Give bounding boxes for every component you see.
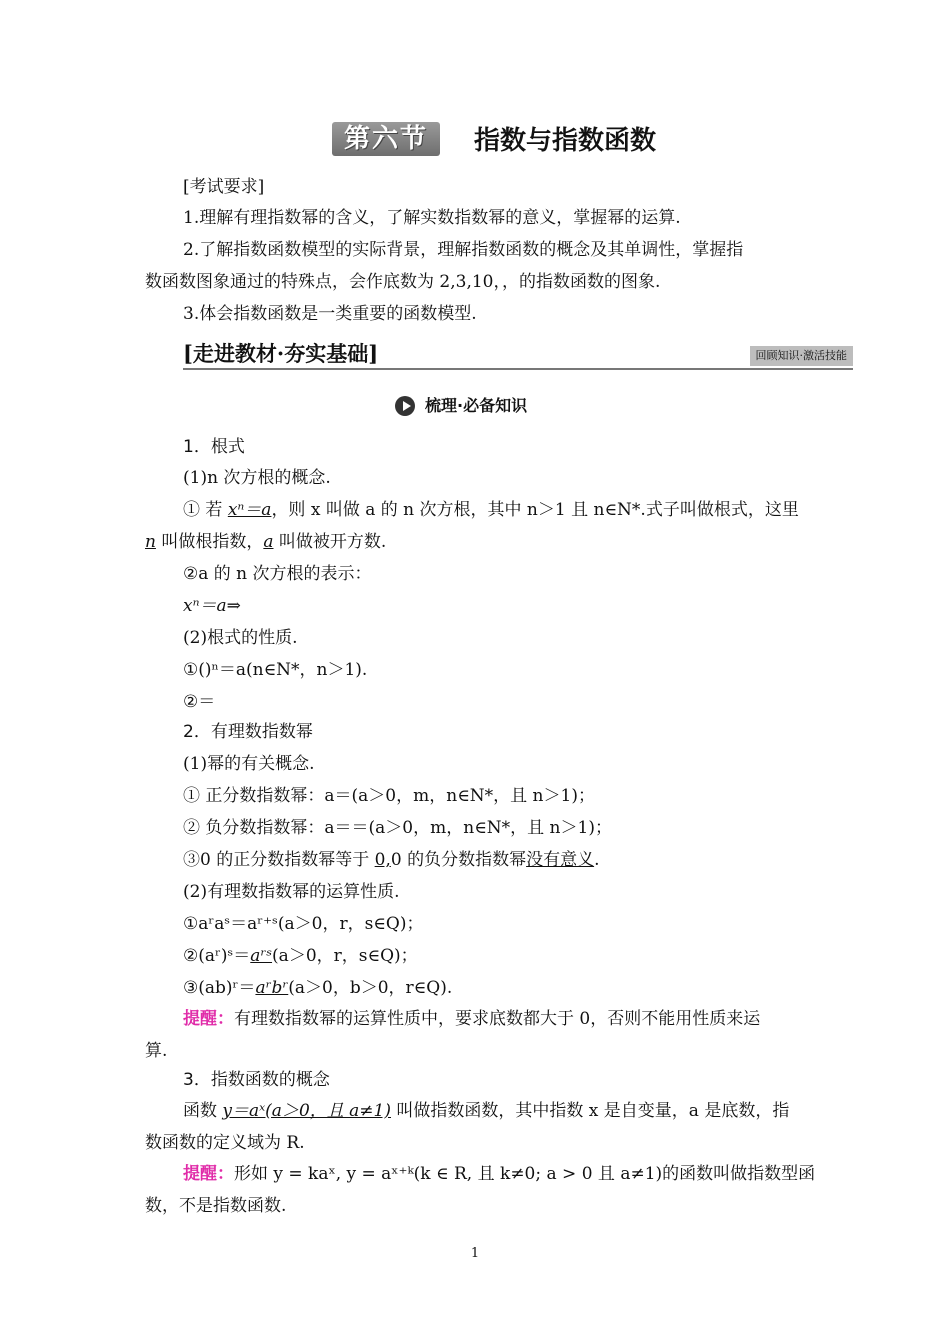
paragraph-continued: 数函数的定义域为 R. [145,1133,305,1153]
text: 有理数指数幂的运算性质中，要求底数都大于 0，否则不能用性质来运 [234,1009,761,1029]
play-icon [395,396,415,416]
text: 叫做根指数， [155,532,264,552]
formula [183,976,848,1000]
answer-blank: aʳbʳ [255,978,289,998]
requirement-item: 2.了解指数函数模型的实际背景，理解指数函数的概念及其单调性，掌握指 [183,240,744,260]
reminder-label: 提醒： [183,1164,234,1184]
formula: ② 负分数指数幂：a＝＝(a＞0，m，n∈N*，且 n＞1)； [183,818,612,838]
answer-blank: 0, [374,850,391,870]
reminder-note-continued: 数，不是指数函数. [145,1196,287,1216]
chapter-header [0,122,950,162]
text: 叫做被开方数. [273,532,387,552]
heading-rational-exponents: 2．有理数指数幂 [183,722,313,742]
formula: ②＝ [183,692,216,712]
section-divider [183,368,853,370]
subsection-title: 梳理·必备知识 [425,396,528,415]
text: ③0 的正分数指数幂等于 [183,850,375,870]
requirement-item: 1.理解有理指数幂的含义，了解实数指数幂的意义，掌握幂的运算. [183,208,681,228]
reminder-label: 提醒： [183,1009,234,1029]
section-title: [走进教材·夯实基础] [183,341,379,366]
heading-radicals: 1．根式 [183,437,245,457]
requirement-item: 3.体会指数函数是一类重要的函数模型. [183,304,477,324]
text: ③(ab)ʳ＝ [183,978,256,998]
formula: ①()ⁿ＝a(n∈N*，n＞1). [183,660,368,680]
paragraph: ②a 的 n 次方根的表示： [183,564,372,584]
text: 形如 y = kaˣ, y = aˣ⁺ᵏ(k ∈ R, 且 k≠0; a > 0 且 a≠1)的函数叫做指数型函 [234,1164,816,1184]
answer-blank: aʳˢ [250,946,273,966]
text: 叫做指数函数，其中指数 x 是自变量，a 是底数，指 [391,1101,790,1121]
formula: ① 正分数指数幂：a＝(a＞0，m，n∈N*，且 n＞1)； [183,786,595,806]
reminder-note [183,1162,848,1186]
formula: ①aʳaˢ＝aʳ⁺ˢ(a＞0，r，s∈Q)； [183,914,424,934]
paragraph: (1)幂的有关概念. [183,754,315,774]
paragraph [183,498,848,522]
text: (a＞0，r，s∈Q)； [272,946,418,966]
answer-blank: y＝aˣ(a＞0，且 a≠1) [222,1101,391,1121]
paragraph: (2)有理数指数幂的运算性质. [183,882,400,902]
text: ① 若 [183,500,228,520]
paragraph: (2)根式的性质. [183,628,298,648]
paragraph [183,848,848,872]
section-tag: 回顾知识·激活技能 [750,346,854,366]
requirement-item-continued: 数函数图象通过的特殊点，会作底数为 2,3,10，，的指数函数的图象. [145,272,661,292]
text: 函数 [183,1101,223,1121]
formula [183,944,848,968]
text: ②(aʳ)ˢ＝ [183,946,251,966]
heading-exponential-function: 3．指数函数的概念 [183,1070,330,1090]
paragraph: (1)n 次方根的概念. [183,468,331,488]
section-number-badge: 第六节 [332,122,440,156]
requirements-heading: [考试要求] [183,177,265,197]
reminder-note-continued: 算. [145,1041,168,1061]
answer-blank: xⁿ＝a [227,500,272,520]
text: (a＞0，b＞0，r∈Q). [288,978,453,998]
formula: xⁿ＝a⇒ [183,596,241,616]
paragraph [145,530,810,554]
answer-blank: n [145,532,156,552]
text: ，则 x 叫做 a 的 n 次方根，其中 n＞1 且 n∈N*.式子叫做根式，这里 [271,500,799,520]
answer-blank: 没有意义 [526,850,595,870]
answer-blank: a [263,532,274,552]
section-banner [183,338,853,370]
paragraph [183,1099,848,1123]
reminder-note [183,1007,848,1031]
page-title: 指数与指数函数 [474,126,657,156]
page-number: 1 [470,1246,480,1261]
text: 0 的负分数指数幂 [390,850,527,870]
text: . [594,850,600,870]
